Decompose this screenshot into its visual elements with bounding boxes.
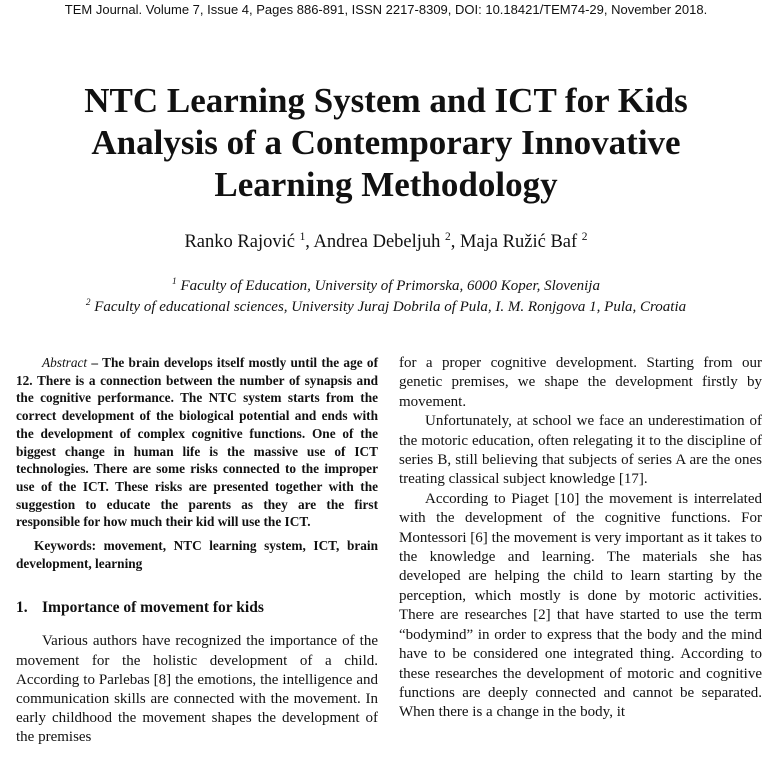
right-column [399,354,762,723]
abstract-label: Abstract [42,355,88,370]
abstract [16,354,378,531]
author-list [0,232,772,253]
author-name: Maja Ružić Baf [460,232,578,252]
author-separator: , [450,232,461,252]
affiliation-mark: 2 [85,298,91,308]
author-affiliation-mark: 2 [445,230,451,243]
author-separator: , [305,232,314,252]
section-number: 1. [16,599,28,617]
title-line-3: Learning Methodology [214,165,558,204]
affiliation-1 [0,278,772,295]
title-line-2: Analysis of a Contemporary Innovative [91,123,681,162]
author-name: Andrea Debeljuh [313,232,441,252]
body-paragraph: for a proper cognitive development. Starting from our genetic premises, we shape the development firstly by movement. [399,355,762,410]
title-line-1: NTC Learning System and ICT for Kids [84,81,688,120]
running-head: TEM Journal. Volume 7, Issue 4, Pages 886-891, ISSN 2217-8309, DOI: 10.18421/TEM74-29, November 2018. [64,2,708,17]
author-name: Ranko Rajović [184,232,295,252]
affiliation-text: Faculty of Education, University of Primorska, 6000 Koper, Slovenija [180,278,600,294]
author-affiliation-mark: 2 [581,230,588,243]
abstract-dash: – [87,355,103,370]
section-heading [16,598,378,618]
body-paragraph: Unfortunately, at school we face an underestimation of the motoric education, often relegating it to the discipline of series B, still believing that subjects of series A are the ones treating classical subject knowledge [17]. [399,413,762,488]
affiliation-2 [0,299,772,316]
author-affiliation-mark: 1 [299,230,306,243]
section-title: Importance of movement for kids [42,599,264,617]
paper-title [20,80,752,206]
body-paragraph: According to Piaget [10] the movement is interrelated with the development of the cognitive functions. For Montessori [6] the movement is very important as it takes to the knowledge and learning. The materials she has developed are helping the child to learn starting by the perception, which mostly is done by motoric activities. There are researches [2] that have started to use the term “bodymind” in order to express that the body and the mind have to be considered one integrated thing. According to these researches the development of motoric and cognitive functions are deeply connected and cannot be separated. When there is a change in the body, it [399,490,762,721]
body-paragraph: Various authors have recognized the importance of the movement for the holistic development of a child. According to Parlebas [8] the emotions, the intelligence and communication skills are connected with the movement. In early childhood the movement shapes the development of the premises [16,633,378,746]
affiliation-mark: 1 [172,277,177,287]
affiliation-text: Faculty of educational sciences, University Juraj Dobrila of Pula, I. M. Ronjgova 1, Pula, Croatia [94,299,687,315]
left-column [16,354,378,748]
keywords: Keywords: movement, NTC learning system, ICT, brain development, learning [16,538,378,571]
abstract-text: The brain develops itself mostly until the age of 12. There is a connection between the number of synapsis and the cognitive performance. The NTC system starts from the correct development of the biological potential and ends with the development of complex cognitive functions. One of the biggest change in human life is the massive use of ICT technologies. There are some risks connected to the improper use of the ICT. These risks are presented together with the suggestion to educate the parents as they are the first responsible for how much their kid will use the ICT. [16,355,379,530]
